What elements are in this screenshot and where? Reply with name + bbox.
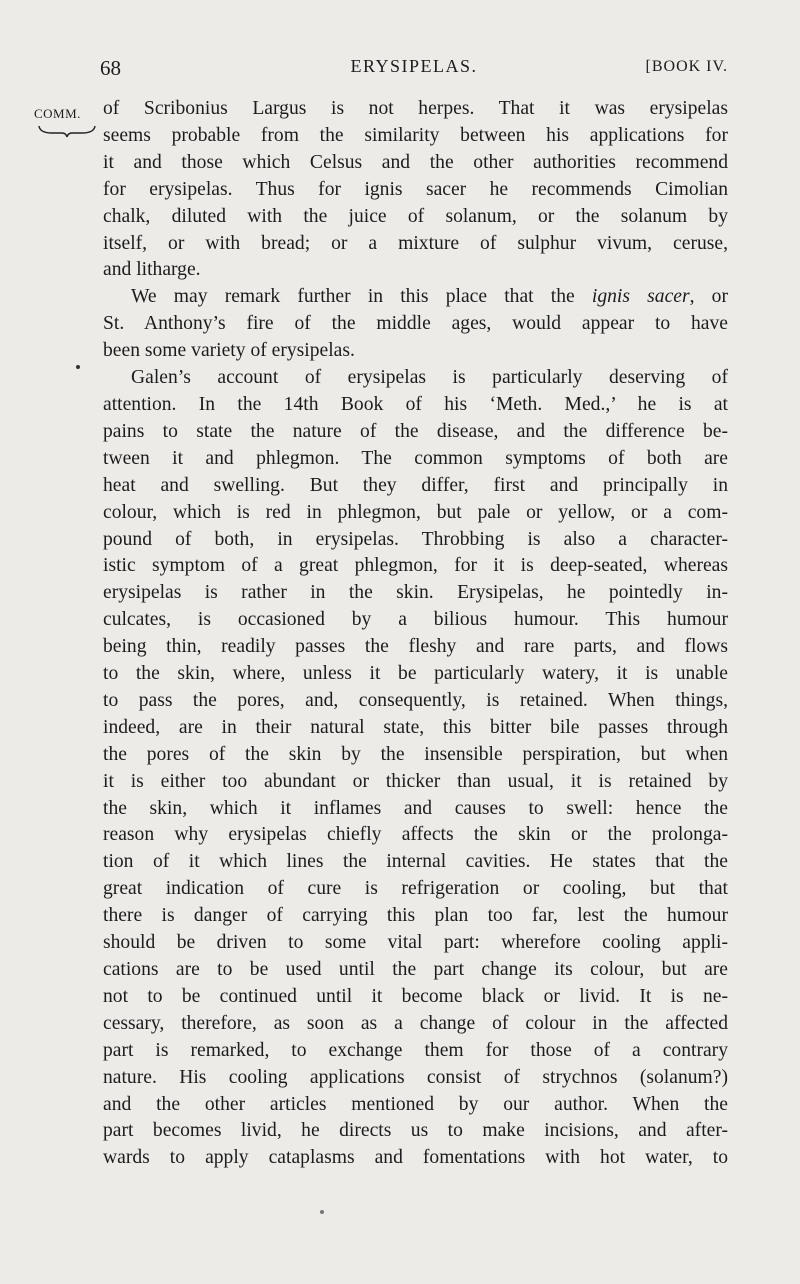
brace-mark-icon — [38, 124, 96, 138]
text-line: Galen’s account of erysipelas is particularly deserving of — [131, 367, 728, 389]
text-line: not to be continued until it become black or livid. It is ne- — [103, 985, 728, 1007]
text-line: culcates, is occasioned by a bilious humour. This humour — [103, 609, 728, 631]
text-span: We may remark further in this place that the — [131, 286, 592, 308]
text-line: part is remarked, to exchange them for those of a contrary — [103, 1039, 728, 1061]
text-line: the skin, which it inflames and causes to swell: hence the — [103, 797, 728, 819]
body-text — [103, 96, 728, 1172]
ink-speck — [76, 365, 80, 369]
paragraph-scribonius — [103, 96, 728, 284]
running-header — [100, 56, 728, 86]
text-line: chalk, diluted with the juice of solanum, or the solanum by — [103, 205, 728, 227]
text-line: the pores of the skin by the insensible perspiration, but when — [103, 743, 728, 765]
text-line: colour, which is red in phlegmon, but pale or yellow, or a com- — [103, 501, 728, 523]
text-line: nature. His cooling applications consist of strychnos (solanum?) — [103, 1066, 728, 1088]
text-line: attention. In the 14th Book of his ‘Meth. Med.,’ he is at — [103, 393, 728, 415]
text-line: been some variety of erysipelas. — [103, 340, 355, 362]
text-span: , or — [689, 286, 728, 308]
running-title: ERYSIPELAS. — [350, 56, 478, 76]
text-line: and litharge. — [103, 259, 201, 281]
page-number: 68 — [100, 56, 121, 80]
italic-term: ignis sacer — [591, 286, 690, 308]
text-line: should be driven to some vital part: wherefore cooling appli- — [103, 932, 728, 954]
commentary-marginal-note: COMM. — [34, 106, 81, 121]
text-line: St. Anthony’s fire of the middle ages, would appear to have — [103, 313, 728, 335]
text-line: seems probable from the similarity between his applications for — [103, 124, 728, 146]
text-line: it and those which Celsus and the other authorities recommend — [103, 151, 728, 173]
text-line: cessary, therefore, as soon as a change of colour in the affected — [103, 1012, 728, 1034]
text-line: great indication of cure is refrigeration or cooling, but that — [103, 878, 728, 900]
text-line: of Scribonius Largus is not herpes. That it was erysipelas — [103, 98, 728, 119]
text-line: part becomes livid, he directs us to make incisions, and after- — [103, 1120, 728, 1142]
text-line: for erysipelas. Thus for ignis sacer he recommends Cimolian — [103, 178, 728, 200]
text-line: tion of it which lines the internal cavities. He states that the — [103, 851, 728, 873]
text-line: it is either too abundant or thicker than usual, it is retained by — [103, 770, 728, 792]
text-line: to pass the pores, and, consequently, is retained. When things, — [103, 689, 728, 711]
text-line: indeed, are in their natural state, this bitter bile passes through — [103, 716, 728, 738]
ink-speck — [320, 1210, 324, 1214]
text-line: tween it and phlegmon. The common symptoms of both are — [103, 447, 728, 469]
text-line: there is danger of carrying this plan too far, lest the humour — [103, 905, 728, 927]
text-line — [103, 284, 728, 311]
text-line: wards to apply cataplasms and fomentations with hot water, to — [103, 1147, 728, 1169]
text-line: to the skin, where, unless it be particularly watery, it is unable — [103, 663, 728, 685]
text-line: erysipelas is rather in the skin. Erysipelas, he pointedly in- — [103, 582, 728, 604]
text-line: and the other articles mentioned by our author. When the — [103, 1093, 728, 1115]
text-line: itself, or with bread; or a mixture of sulphur vivum, ceruse, — [103, 232, 728, 254]
text-line: reason why erysipelas chiefly affects the skin or the prolonga- — [103, 824, 728, 846]
text-line: cations are to be used until the part change its colour, but are — [103, 959, 728, 980]
book-reference: [BOOK IV. — [645, 58, 728, 75]
paragraph-ignis-sacer — [103, 284, 728, 365]
text-line: being thin, readily passes the fleshy and rare parts, and flows — [103, 636, 728, 658]
text-line: istic symptom of a great phlegmon, for it is deep-seated, whereas — [103, 555, 728, 577]
text-line: pains to state the nature of the disease, and the difference be- — [103, 420, 728, 442]
paragraph-galen — [103, 365, 728, 1172]
text-line: pound of both, in erysipelas. Throbbing is also a character- — [103, 528, 728, 550]
text-line: heat and swelling. But they differ, first and principally in — [103, 474, 728, 496]
